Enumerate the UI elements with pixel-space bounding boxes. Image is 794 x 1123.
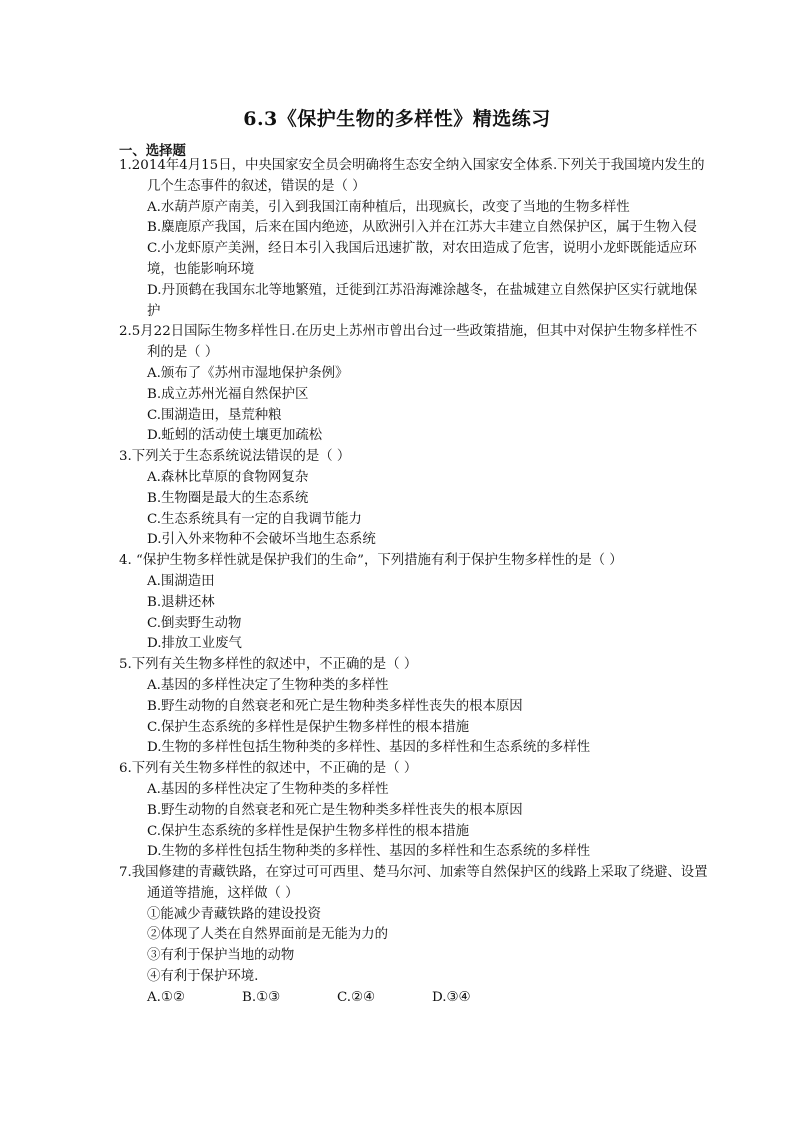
option-b: B.退耕还林 <box>147 594 215 610</box>
answer-choices <box>119 988 709 1009</box>
question-3 <box>119 447 709 551</box>
question-1 <box>119 156 709 322</box>
question-stem: 1.2014年4月15日，中央国家安全员会明确将生态安全纳入国家安全体系.下列关于我国境内发生的几个生态事件的叙述，错误的是（ ） <box>119 158 705 194</box>
statement-1: ①能减少青藏铁路的建设投资 <box>147 906 322 922</box>
statement-2: ②体现了人类在自然界面前是无能为力的 <box>147 927 389 943</box>
option-d: D.生物的多样性包括生物种类的多样性、基因的多样性和生态系统的多样性 <box>147 740 591 756</box>
option-d: D.蚯蚓的活动使土壤更加疏松 <box>147 428 323 444</box>
question-6 <box>119 759 709 863</box>
option-b: B.成立苏州光福自然保护区 <box>147 386 309 402</box>
option-c: C.保护生态系统的多样性是保护生物多样性的根本措施 <box>147 719 470 735</box>
option-a: A.围湖造田 <box>147 573 215 589</box>
option-c: C.倒卖野生动物 <box>147 615 242 631</box>
question-stem: 2.5月22日国际生物多样性日.在历史上苏州市曾出台过一些政策措施，但其中对保护生物多样性不利的是（ ） <box>119 324 698 361</box>
question-list <box>119 156 709 1009</box>
option-a: A.基因的多样性决定了生物种类的多样性 <box>147 677 389 693</box>
choice-c: C.②④ <box>337 989 376 1005</box>
option-a: A.森林比草原的食物网复杂 <box>147 469 309 485</box>
question-stem: 7.我国修建的青藏铁路，在穿过可可西里、楚马尔河、加索等自然保护区的线路上采取了绕避、设置通道等措施，这样做（ ） <box>119 865 708 901</box>
option-d: D.排放工业废气 <box>147 636 242 652</box>
question-5 <box>119 655 709 759</box>
option-b: B.野生动物的自然衰老和死亡是生物种类多样性丧失的根本原因 <box>147 802 523 818</box>
statement-4: ④有利于保护环境. <box>147 969 259 985</box>
question-stem: 3.下列关于生态系统说法错误的是（ ） <box>119 449 351 465</box>
question-stem: 6.下列有关生物多样性的叙述中，不正确的是（ ） <box>119 761 418 777</box>
option-a: A.颁布了《苏州市湿地保护条例》 <box>147 365 349 381</box>
option-c: C.生态系统具有一定的自我调节能力 <box>147 511 362 527</box>
question-4 <box>119 551 709 655</box>
section-heading: 一、选择题 <box>119 143 186 159</box>
question-2 <box>119 322 709 447</box>
option-d: D.丹顶鹤在我国东北等地繁殖，迁徙到江苏沿海滩涂越冬，在盐城建立自然保护区实行就地保护 <box>147 282 698 319</box>
option-c: C.保护生态系统的多样性是保护生物多样性的根本措施 <box>147 823 470 839</box>
choice-d: D.③④ <box>432 989 471 1005</box>
option-b: B.麋鹿原产我国，后来在国内绝迹，从欧洲引入并在江苏大丰建立自然保护区，属于生物入侵 <box>147 220 697 236</box>
option-b: B.野生动物的自然衰老和死亡是生物种类多样性丧失的根本原因 <box>147 698 523 714</box>
choice-b: B.①③ <box>242 989 281 1005</box>
option-c: C.小龙虾原产美洲，经日本引入我国后迅速扩散，对农田造成了危害，说明小龙虾既能适应环境，也能影响环境 <box>147 241 697 277</box>
page-title: 6.3《保护生物的多样性》精选练习 <box>243 108 551 130</box>
option-b: B.生物圈是最大的生态系统 <box>147 490 309 506</box>
choice-a: A.①② <box>147 989 185 1005</box>
option-d: D.生物的多样性包括生物种类的多样性、基因的多样性和生态系统的多样性 <box>147 844 591 860</box>
question-stem: 5.下列有关生物多样性的叙述中，不正确的是（ ） <box>119 657 418 673</box>
question-stem: 4. “保护生物多样性就是保护我们的生命”，下列措施有利于保护生物多样性的是（ ） <box>119 553 623 569</box>
option-c: C.围湖造田，垦荒种粮 <box>147 407 282 423</box>
question-7 <box>119 863 709 1009</box>
option-a: A.水葫芦原产南美，引入到我国江南种植后，出现疯长，改变了当地的生物多样性 <box>147 199 630 215</box>
statement-3: ③有利于保护当地的动物 <box>147 948 295 964</box>
option-a: A.基因的多样性决定了生物种类的多样性 <box>147 781 389 797</box>
option-d: D.引入外来物种不会破坏当地生态系统 <box>147 532 376 548</box>
